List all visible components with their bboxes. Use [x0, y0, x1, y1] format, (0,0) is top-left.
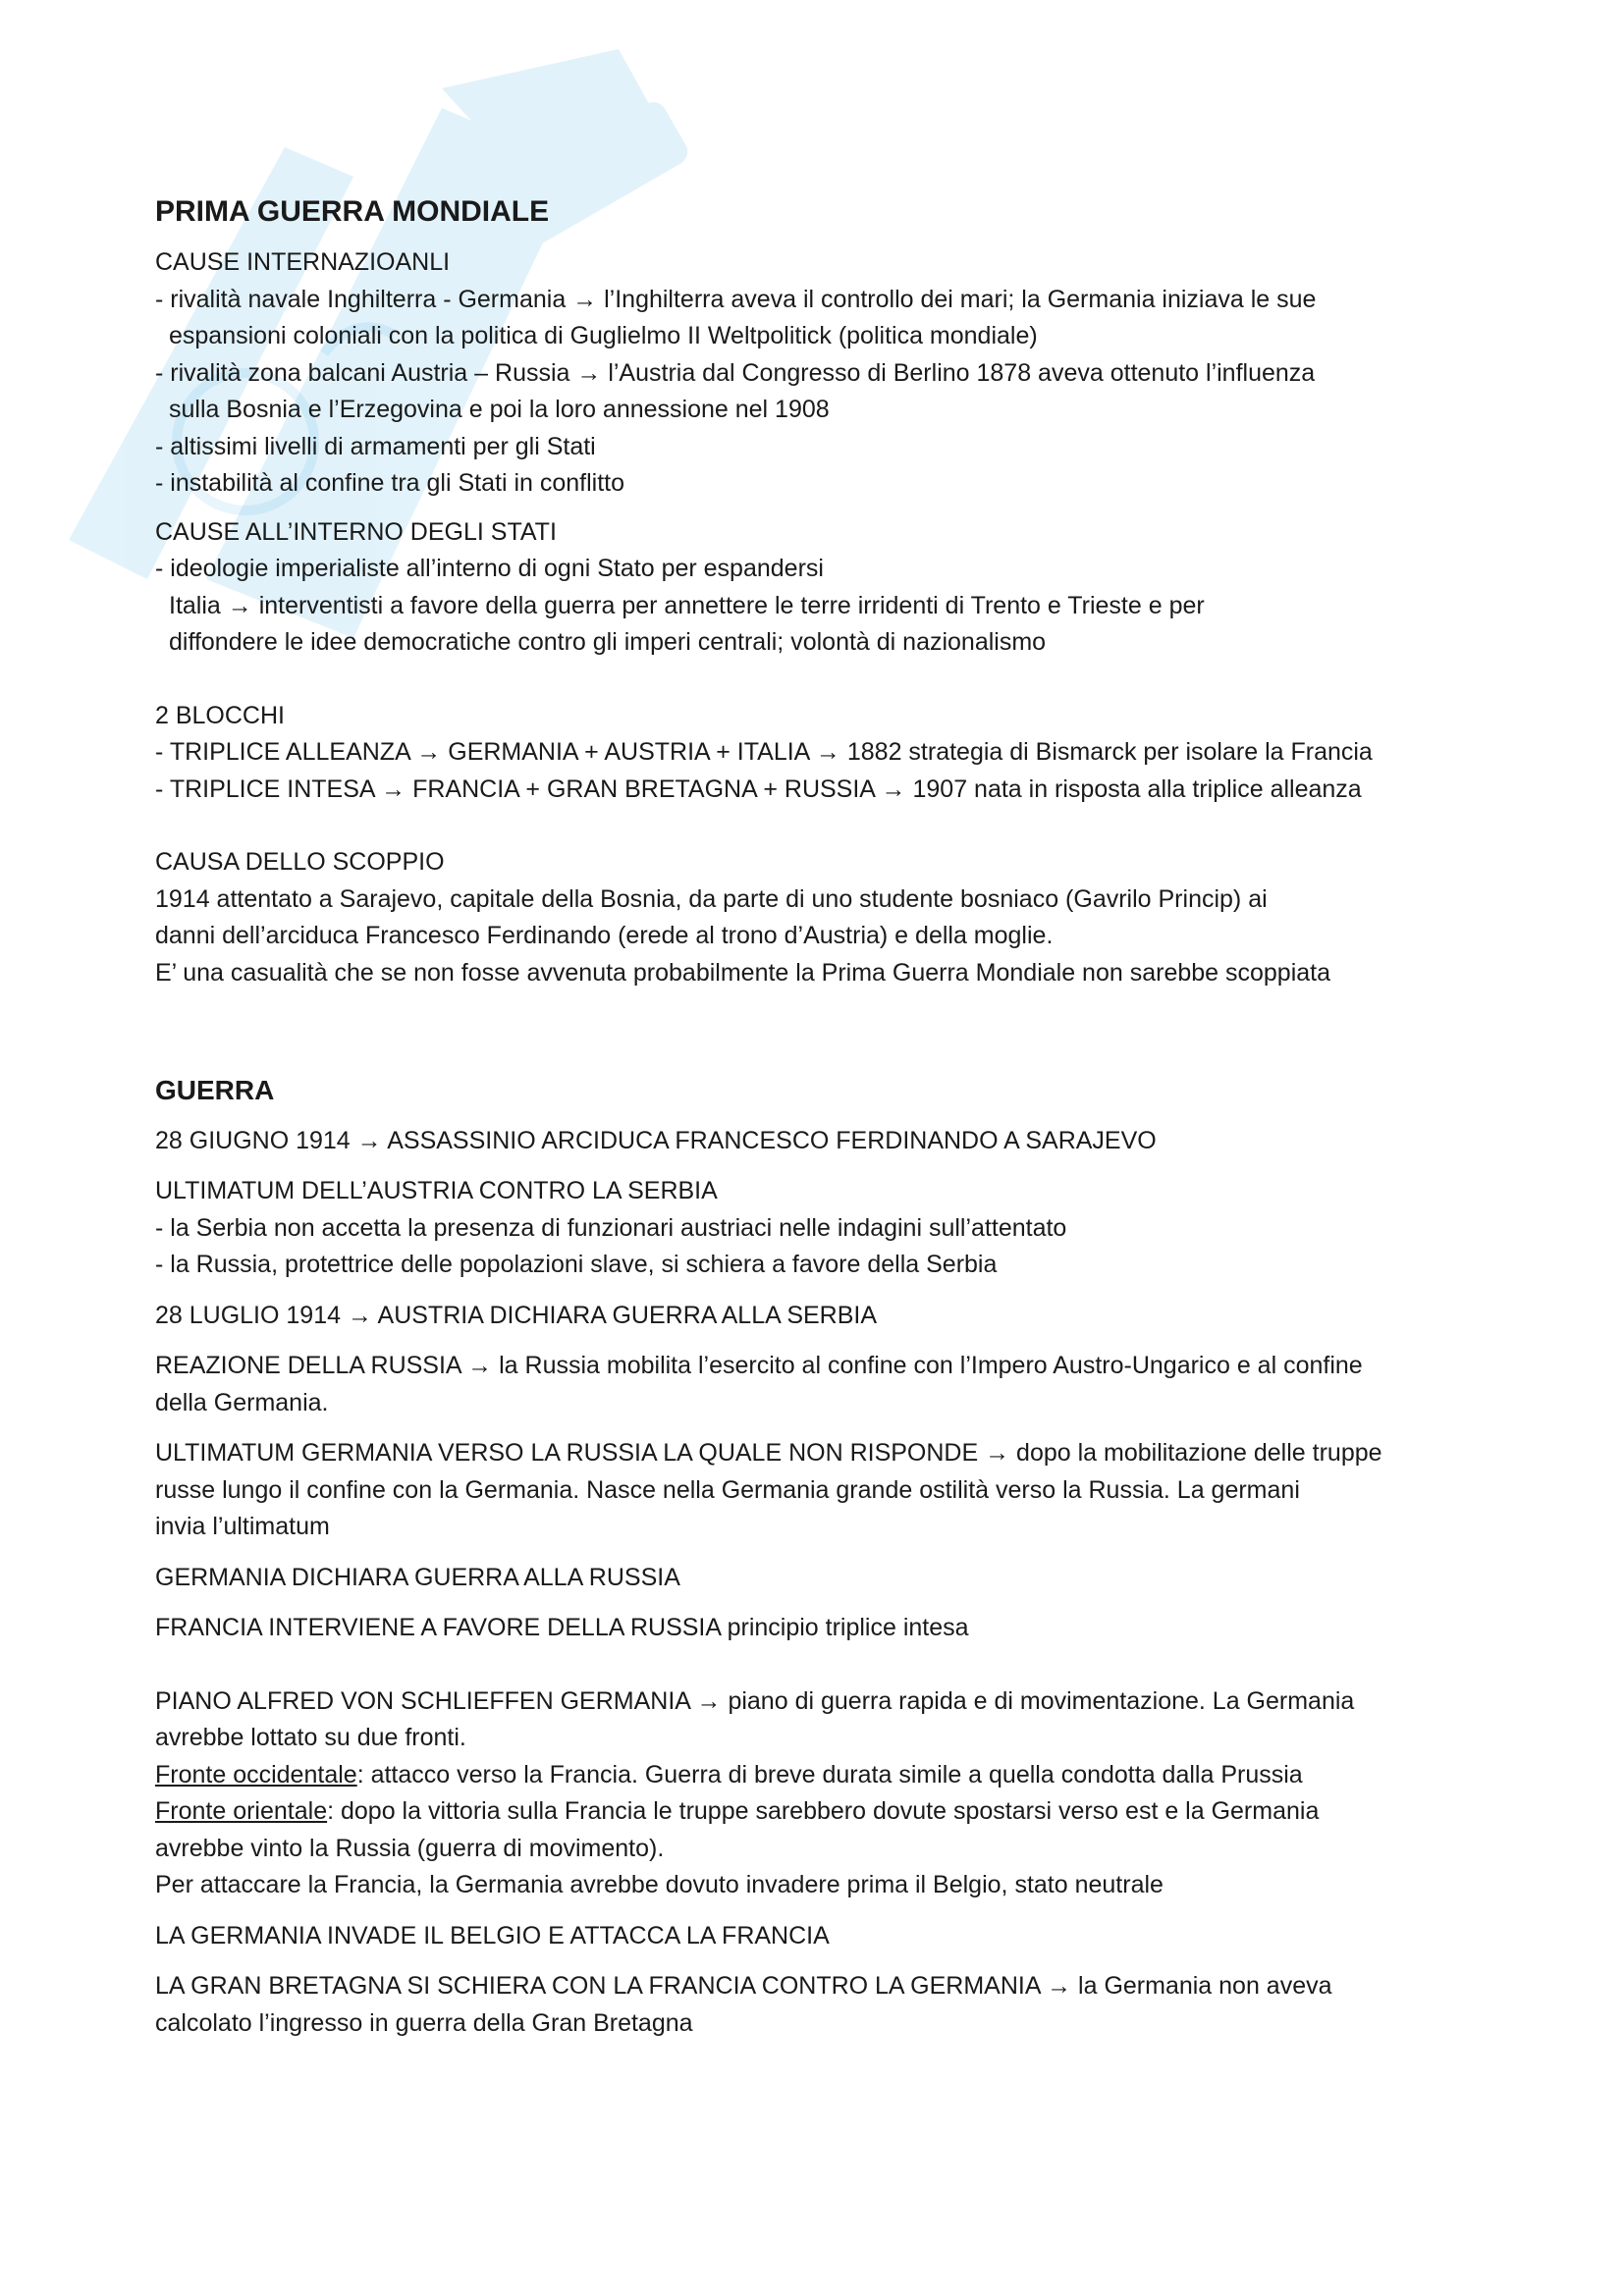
paragraph-line: ULTIMATUM GERMANIA VERSO LA RUSSIA LA QUALE NON RISPONDE → dopo la mobilitazione delle truppe	[155, 1439, 1382, 1467]
section-causa-scoppio	[155, 844, 1490, 991]
paragraph-line: REAZIONE DELLA RUSSIA → la Russia mobilita l’esercito al confine con l’Impero Austro-Ungarico e al confine	[155, 1352, 1363, 1379]
list-item-continuation: sulla Bosnia e l’Erzegovina e poi la loro annessione nel 1908	[169, 396, 830, 423]
section-cause-internazionali	[155, 244, 1490, 503]
list-item-continuation: diffondere le idee democratiche contro gli imperi centrali; volontà di nazionalismo	[169, 628, 1047, 656]
list-item: - la Russia, protettrice delle popolazioni slave, si schiera a favore della Serbia	[155, 1251, 998, 1278]
section-heading-guerra: GUERRA	[155, 1075, 275, 1105]
paragraph-line: danni dell’arciduca Francesco Ferdinando (erede al trono d’Austria) e della moglie.	[155, 922, 1054, 949]
list-item: - altissimi livelli di armamenti per gli Stati	[155, 432, 596, 460]
section-heading: CAUSE ALL’INTERNO DEGLI STATI	[155, 517, 557, 546]
list-item: - instabilità al confine tra gli Stati in conflitto	[155, 469, 625, 497]
list-item: - TRIPLICE INTESA → FRANCIA + GRAN BRETAGNA + RUSSIA → 1907 nata in risposta alla triplice alleanza	[155, 774, 1362, 803]
paragraph-line: Per attaccare la Francia, la Germania avrebbe dovuto invadere prima il Belgio, stato neutrale	[155, 1871, 1164, 1898]
list-item: - la Serbia non accetta la presenza di funzionari austriaci nelle indagini sull’attentato	[155, 1213, 1067, 1242]
fronte-orientale-line	[155, 1793, 1490, 1831]
paragraph-line: PIANO ALFRED VON SCHLIEFFEN GERMANIA → piano di guerra rapida e di movimentazione. La Germania	[155, 1686, 1355, 1715]
fronte-occidentale-line	[155, 1757, 1490, 1794]
section-heading: CAUSA DELLO SCOPPIO	[155, 848, 445, 876]
paragraph-line: E’ una casualità che se non fosse avvenuta probabilmente la Prima Guerra Mondiale non sarebbe scoppiata	[155, 958, 1331, 987]
fronte-orientale-label: Fronte orientale	[155, 1797, 328, 1825]
list-item: - rivalità navale Inghilterra - Germania → l’Inghilterra aveva il controllo dei mari; la Germania iniziava le sue	[155, 285, 1317, 313]
section-cause-interne	[155, 514, 1490, 662]
paragraph-line: 1914 attentato a Sarajevo, capitale della Bosnia, da parte di uno studente bosniaco (Gavrilo Princip) ai	[155, 884, 1268, 913]
section-blocchi	[155, 698, 1490, 809]
list-item-continuation: Italia → interventisti a favore della guerra per annettere le terre irridenti di Trento e Trieste e per	[169, 591, 1205, 619]
list-item: - rivalità zona balcani Austria – Russia → l’Austria dal Congresso di Berlino 1878 aveva ottenuto l’influenza	[155, 358, 1316, 387]
section-heading: CAUSE INTERNAZIOANLI	[155, 248, 451, 276]
section-guerra	[155, 1072, 1490, 2042]
event-line: FRANCIA INTERVIENE A FAVORE DELLA RUSSIA principio triplice intesa	[155, 1614, 969, 1641]
paragraph-line: della Germania.	[155, 1388, 329, 1416]
paragraph-line: avrebbe vinto la Russia (guerra di movimento).	[155, 1834, 665, 1862]
paragraph-line: avrebbe lottato su due fronti.	[155, 1724, 466, 1751]
event-line: 28 GIUGNO 1914 → ASSASSINIO ARCIDUCA FRANCESCO FERDINANDO A SARAJEVO	[155, 1126, 1157, 1154]
fronte-occidentale-label: Fronte occidentale	[155, 1760, 357, 1789]
paragraph-line: russe lungo il confine con la Germania. Nasce nella Germania grande ostilità verso la Russia. La germani	[155, 1475, 1300, 1504]
document-title: PRIMA GUERRA MONDIALE	[155, 195, 550, 228]
paragraph-line: calcolato l’ingresso in guerra della Gran Bretagna	[155, 2008, 693, 2037]
paragraph-line: LA GRAN BRETAGNA SI SCHIERA CON LA FRANCIA CONTRO LA GERMANIA → la Germania non aveva	[155, 1972, 1332, 2000]
list-item-continuation: espansioni coloniali con la politica di Guglielmo II Weltpolitick (politica mondiale)	[169, 322, 1038, 349]
list-item: - ideologie imperialiste all’interno di ogni Stato per espandersi	[155, 555, 824, 582]
document-page	[155, 192, 1490, 2042]
event-line: 28 LUGLIO 1914 → AUSTRIA DICHIARA GUERRA ALLA SERBIA	[155, 1301, 878, 1329]
paragraph-line: invia l’ultimatum	[155, 1513, 330, 1540]
section-heading: 2 BLOCCHI	[155, 701, 285, 729]
fronte-occidentale-text: : attacco verso la Francia. Guerra di breve durata simile a quella condotta dalla Prussia	[356, 1760, 1303, 1789]
event-title: ULTIMATUM DELL’AUSTRIA CONTRO LA SERBIA	[155, 1177, 718, 1204]
fronte-orientale-text: : dopo la vittoria sulla Francia le truppe sarebbero dovute spostarsi verso est e la Germania	[327, 1797, 1320, 1825]
event-line: LA GERMANIA INVADE IL BELGIO E ATTACCA LA FRANCIA	[155, 1921, 830, 1949]
event-line: GERMANIA DICHIARA GUERRA ALLA RUSSIA	[155, 1563, 680, 1591]
list-item: - TRIPLICE ALLEANZA → GERMANIA + AUSTRIA + ITALIA → 1882 strategia di Bismarck per isolare la Francia	[155, 738, 1373, 766]
